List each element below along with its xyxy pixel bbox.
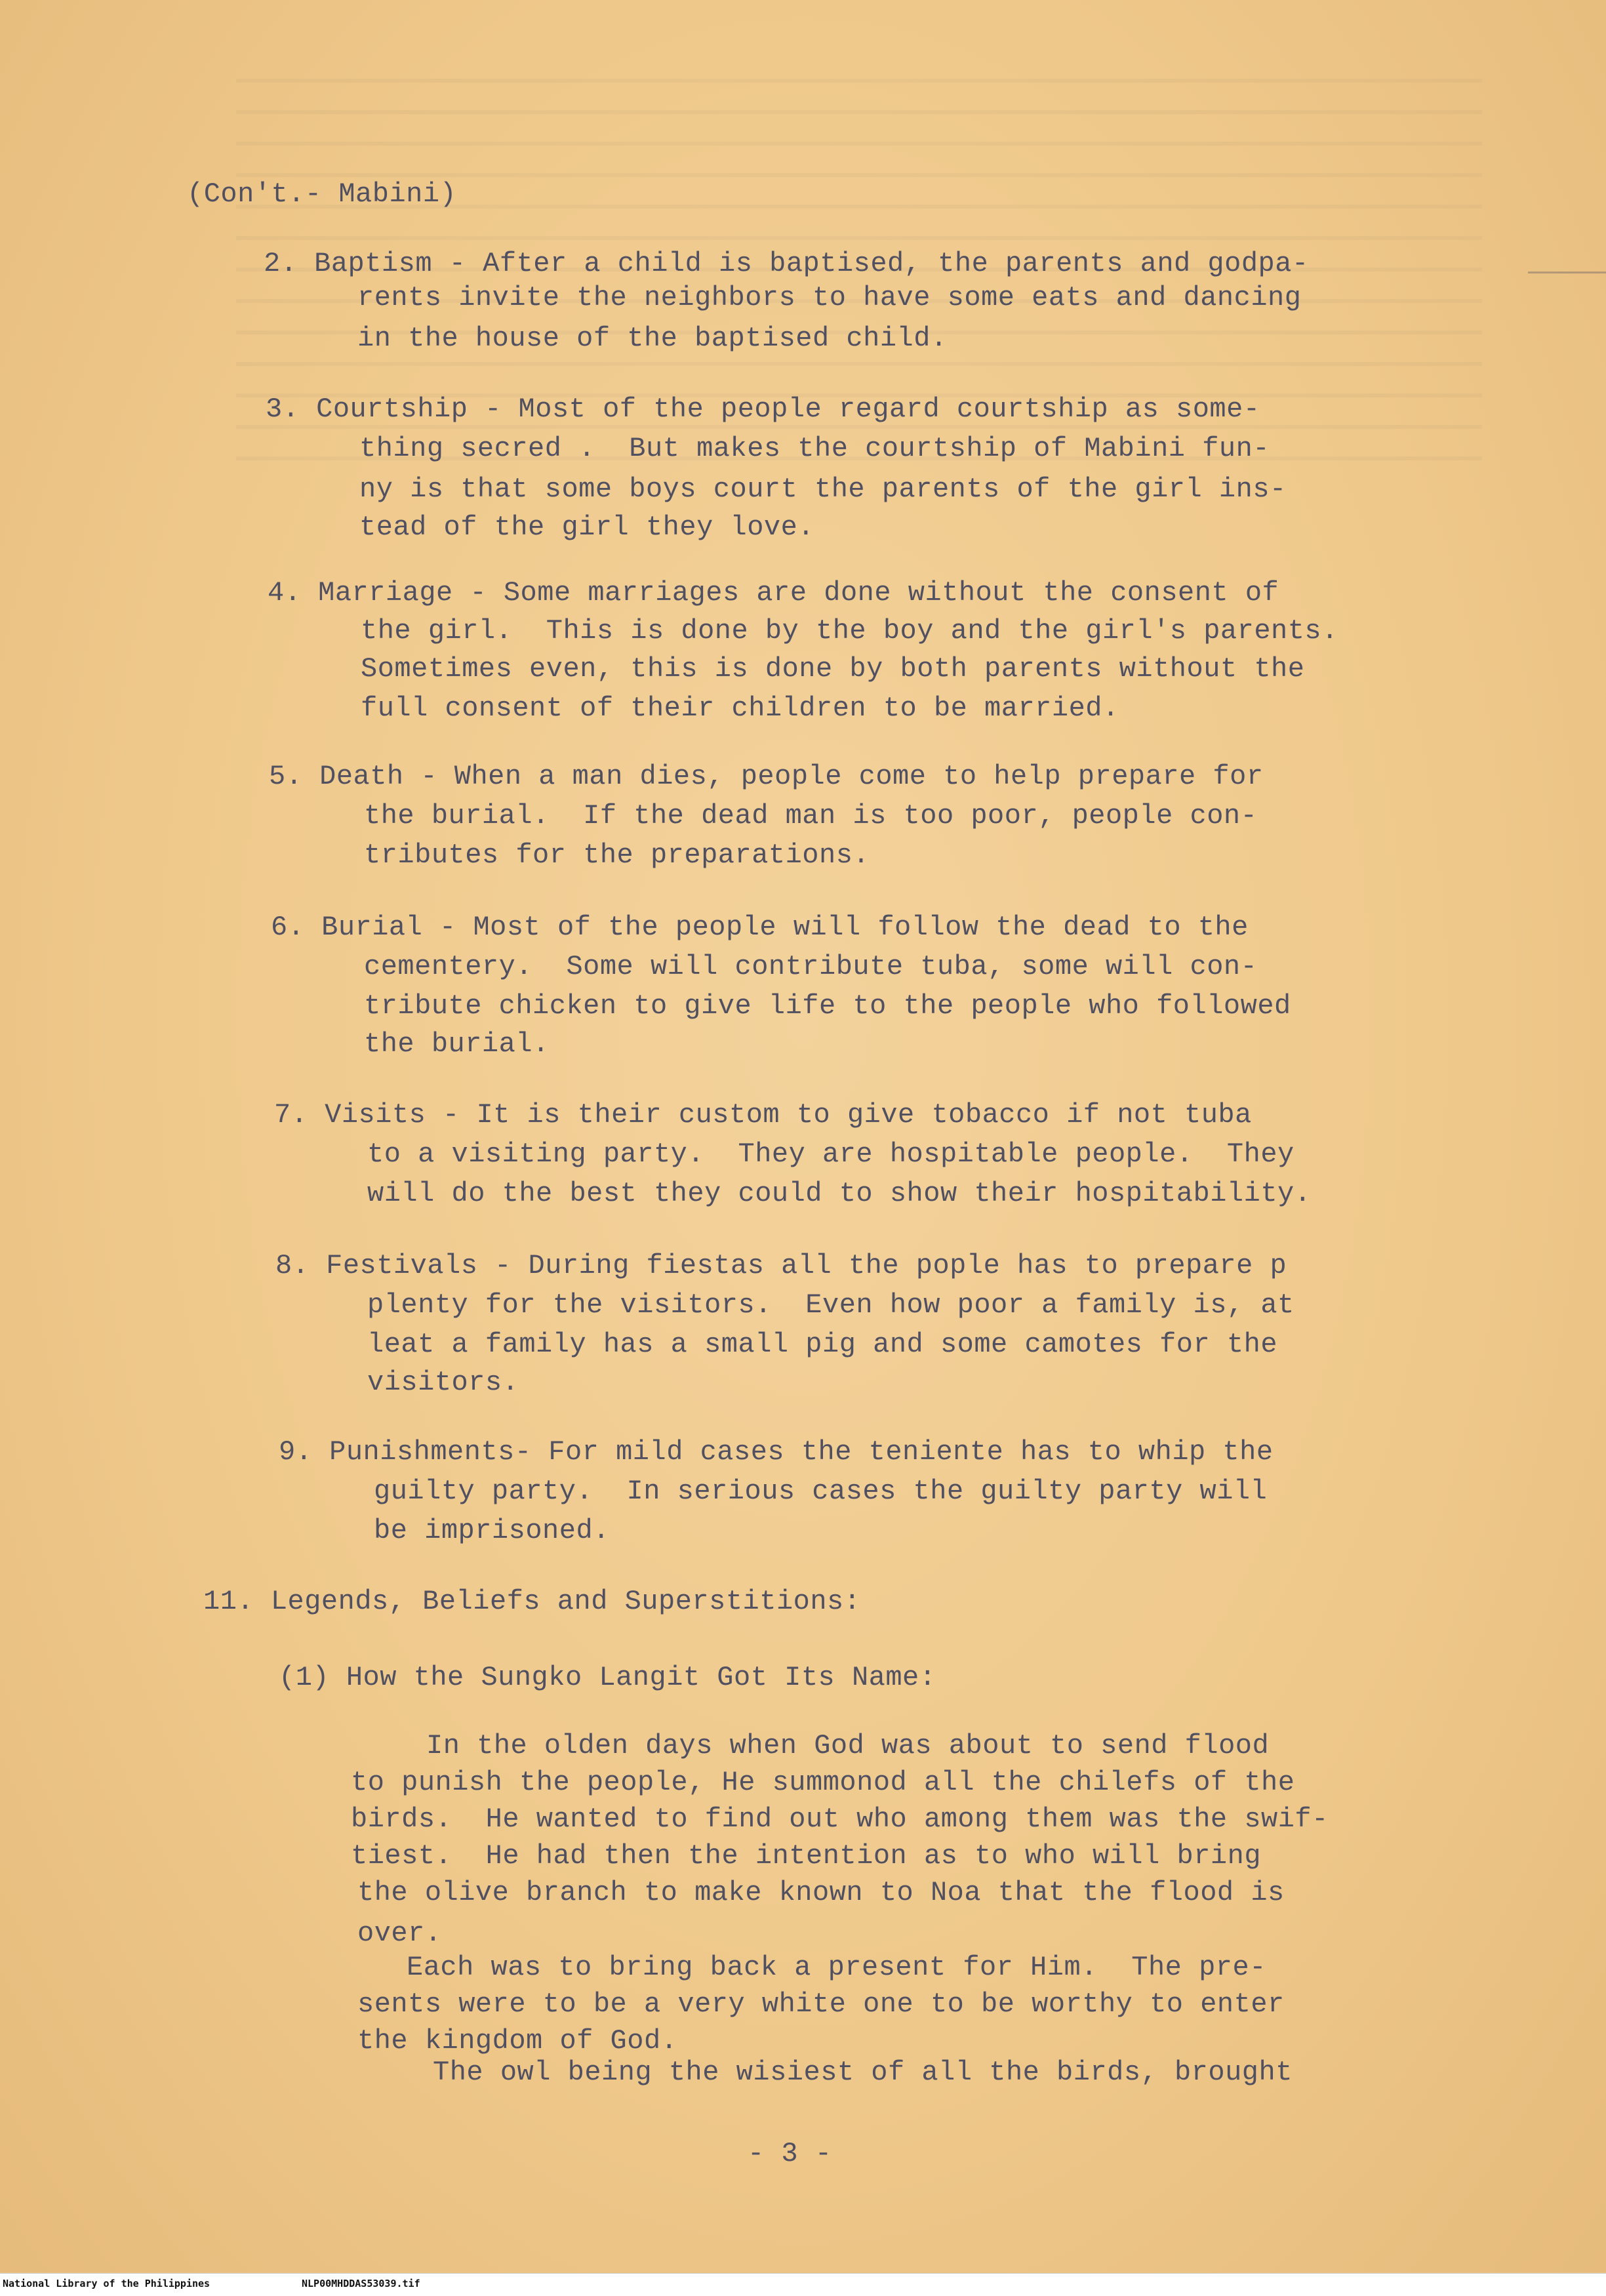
subsection-heading: (1) How the Sungko Langit Got Its Name:: [279, 1662, 936, 1693]
body-line: ny is that some boys court the parents of the girl ins-: [359, 473, 1287, 505]
body-line: guilty party. In serious cases the guilty party will: [374, 1476, 1268, 1507]
body-line: in the house of the baptised child.: [357, 323, 948, 354]
margin-mark: [1528, 272, 1606, 273]
body-line: In the olden days when God was about to send flood: [426, 1730, 1270, 1762]
body-line: tiest. He had then the intention as to who will bring: [351, 1840, 1262, 1872]
section-heading: 11. Legends, Beliefs and Superstitions:: [203, 1586, 861, 1617]
body-line: will do the best they could to show their hospitability.: [367, 1178, 1312, 1209]
body-line: tead of the girl they love.: [359, 512, 815, 543]
body-line: 8. Festivals - During fiestas all the pople has to prepare p: [275, 1250, 1287, 1281]
body-line: visitors.: [367, 1367, 519, 1398]
body-line: full consent of their children to be married.: [361, 693, 1119, 724]
body-line: thing secred . But makes the courtship of Mabini fun-: [359, 433, 1270, 464]
body-line: plenty for the visitors. Even how poor a family is, at: [367, 1289, 1295, 1321]
body-line: rents invite the neighbors to have some eats and dancing: [357, 282, 1302, 313]
page-number: - 3 -: [748, 2138, 832, 2169]
body-line: Each was to bring back a present for Him. The pre-: [407, 1952, 1266, 1983]
body-line: tributes for the preparations.: [364, 839, 870, 871]
body-line: 6. Burial - Most of the people will follow the dead to the: [271, 912, 1249, 943]
body-line: the burial. If the dead man is too poor, people con-: [364, 800, 1258, 832]
body-line: 9. Punishments- For mild cases the teniente has to whip the: [279, 1436, 1274, 1468]
body-line: Sometimes even, this is done by both parents without the: [361, 653, 1305, 685]
body-line: tribute chicken to give life to the people who followed: [364, 990, 1291, 1022]
footer-file-id: NLP00MHDDAS53039.tif: [302, 2278, 420, 2289]
body-line: The owl being the wisiest of all the birds, brought: [433, 2057, 1293, 2088]
body-line: 4. Marriage - Some marriages are done without the consent of: [268, 577, 1279, 609]
body-line: to a visiting party. They are hospitable people. They: [367, 1138, 1295, 1170]
body-line: the kingdom of God.: [357, 2025, 678, 2057]
body-line: birds. He wanted to find out who among them was the swif-: [351, 1803, 1329, 1835]
body-line: be imprisoned.: [374, 1515, 610, 1546]
body-line: cementery. Some will contribute tuba, some will con-: [364, 951, 1258, 982]
footer-institution: National Library of the Philippines: [3, 2278, 211, 2289]
body-line: 2. Baptism - After a child is baptised, the parents and godpa-: [264, 248, 1309, 279]
body-line: 7. Visits - It is their custom to give tobacco if not tuba: [274, 1099, 1252, 1131]
continuation-header: (Con't.- Mabini): [187, 178, 457, 210]
body-line: over.: [357, 1918, 442, 1949]
body-line: sents were to be a very white one to be worthy to enter: [357, 1988, 1285, 2020]
body-line: 5. Death - When a man dies, people come to help prepare for: [269, 761, 1264, 792]
body-line: the burial.: [364, 1028, 550, 1060]
body-line: the girl. This is done by the boy and the girl's parents.: [361, 615, 1338, 647]
body-line: to punish the people, He summonod all the chilefs of the: [351, 1767, 1295, 1798]
body-line: the olive branch to make known to Noa that the flood is: [357, 1877, 1285, 1908]
body-line: 3. Courtship - Most of the people regard courtship as some-: [266, 393, 1260, 425]
archive-footer: [0, 2273, 1606, 2296]
body-line: leat a family has a small pig and some camotes for the: [367, 1329, 1278, 1360]
